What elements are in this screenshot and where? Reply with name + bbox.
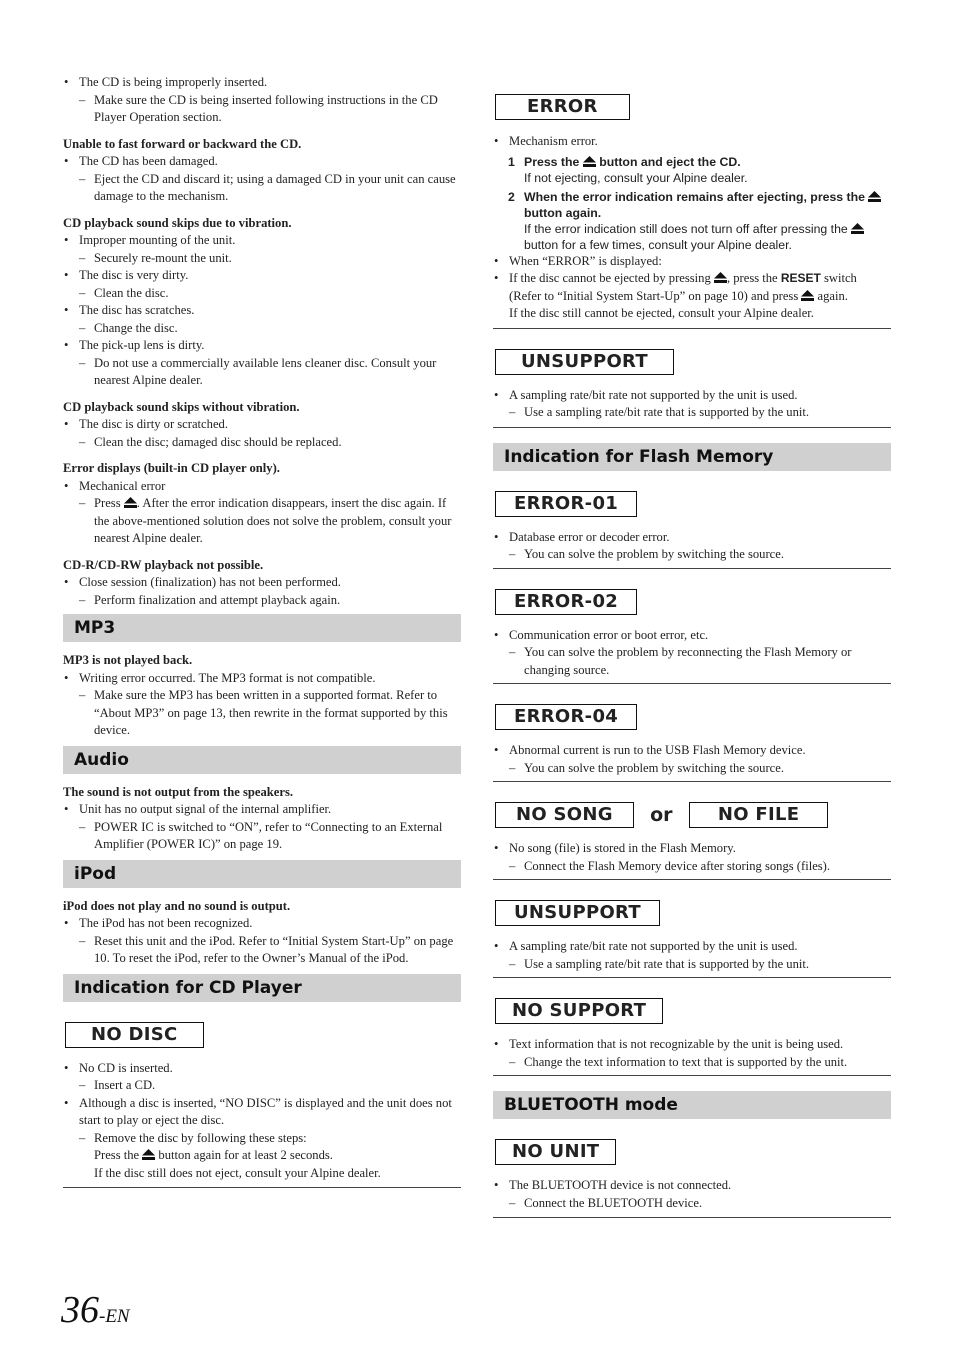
no-song-block xyxy=(493,802,891,880)
mp3-block xyxy=(63,652,461,740)
section-header-flash-memory: Indication for Flash Memory xyxy=(493,443,891,471)
display-row xyxy=(495,704,891,730)
eject-icon xyxy=(868,191,881,202)
display-row xyxy=(495,491,891,517)
no-unit-block xyxy=(493,1139,891,1218)
eject-icon xyxy=(714,272,727,283)
issue-heading: iPod does not play and no sound is output. xyxy=(63,898,291,913)
error-paragraph: If the disc still cannot be ejected, consult your Alpine dealer. xyxy=(509,306,814,320)
error-02-block xyxy=(493,589,891,685)
section-header-mp3: MP3 xyxy=(63,614,461,642)
remedy-item: – You can solve the problem by switching the source. xyxy=(493,546,891,564)
remedy-item: – Clean the disc; damaged disc should be replaced. xyxy=(63,434,461,452)
eject-icon xyxy=(583,156,596,167)
remedy-item: – Remove the disc by following these steps: xyxy=(63,1130,461,1148)
error-01-block xyxy=(493,491,891,569)
remedy-item: – Connect the Flash Memory device after storing songs (files). xyxy=(493,858,891,876)
remedy-item: – Do not use a commercially available lens cleaner disc. Consult your nearest Alpine dealer. xyxy=(63,355,461,390)
display-row xyxy=(495,349,891,375)
remedy-item: – Use a sampling rate/bit rate that is supported by the unit. xyxy=(493,404,891,422)
para-text-1: If the disc cannot be ejected by pressing xyxy=(509,271,714,285)
display-row xyxy=(495,802,891,828)
remedy-item: – Eject the CD and discard it; using a damaged CD in your unit can cause damage to the mechanism. xyxy=(63,171,461,206)
eject-icon xyxy=(142,1149,155,1160)
issue-heading: Unable to fast forward or backward the CD. xyxy=(63,136,302,151)
step-text-end: button and eject the CD. xyxy=(595,154,741,169)
left-column xyxy=(63,74,461,1188)
numbered-step xyxy=(493,154,891,170)
list-item: • Writing error occurred. The MP3 format is not compatible. xyxy=(63,670,461,688)
display-row xyxy=(495,94,891,120)
no-disc-block xyxy=(63,1022,461,1189)
ipod-block xyxy=(63,898,461,968)
eject-icon xyxy=(801,290,814,301)
list-item: • The iPod has not been recognized. xyxy=(63,915,461,933)
remedy-item: – Clean the disc. xyxy=(63,285,461,303)
list-item: • Abnormal current is run to the USB Flash Memory device. xyxy=(493,742,891,760)
or-label: or xyxy=(650,804,673,826)
section-header-audio: Audio xyxy=(63,746,461,774)
remedy-item: – Change the disc. xyxy=(63,320,461,338)
display-indicator-error: ERROR xyxy=(495,94,630,120)
list-item: • When “ERROR” is displayed: xyxy=(493,253,891,271)
issue-heading: Error displays (built-in CD player only). xyxy=(63,461,280,475)
remedy-item: – Securely re-mount the unit. xyxy=(63,250,461,268)
display-indicator-error-02: ERROR-02 xyxy=(495,589,637,615)
list-item: • The CD is being improperly inserted. xyxy=(63,74,461,92)
section-header-bluetooth: BLUETOOTH mode xyxy=(493,1091,891,1119)
step-note xyxy=(493,221,891,253)
remedy-item: – Make sure the CD is being inserted following instructions in the CD Player Operation section. xyxy=(63,92,461,127)
page-number xyxy=(61,1288,130,1332)
section-header-ipod: iPod xyxy=(63,860,461,888)
step-text-start: Press the xyxy=(524,154,583,169)
list-item: • Unit has no output signal of the internal amplifier. xyxy=(63,801,461,819)
skip-no-vibration-block xyxy=(63,399,461,452)
list-item: • Mechanical error xyxy=(63,478,461,496)
list-item: • The disc is very dirty. xyxy=(63,267,461,285)
list-item: • Although a disc is inserted, “NO DISC” is displayed and the unit does not start to play or eject the disc. xyxy=(63,1095,461,1130)
remedy-text-start: Press xyxy=(94,496,124,510)
note-text-end: button for a few times, consult your Alpine dealer. xyxy=(524,237,792,252)
error-04-block xyxy=(493,704,891,782)
display-indicator-no-disc: NO DISC xyxy=(65,1022,204,1048)
step-text-end: button again. xyxy=(524,205,602,220)
issue-heading: CD playback sound skips without vibration. xyxy=(63,399,300,414)
remedy-item: – Use a sampling rate/bit rate that is supported by the unit. xyxy=(493,956,891,974)
issue-heading: CD playback sound skips due to vibration. xyxy=(63,215,292,230)
list-item: • Text information that is not recognizable by the unit is being used. xyxy=(493,1036,891,1054)
display-indicator-no-file: NO FILE xyxy=(689,802,829,828)
audio-block xyxy=(63,784,461,854)
remedy-item: – Change the text information to text that is supported by the unit. xyxy=(493,1054,891,1072)
step-text-start: When the error indication remains after ejecting, press the xyxy=(524,189,869,204)
list-item: • The pick-up lens is dirty. xyxy=(63,337,461,355)
eject-icon xyxy=(851,223,864,234)
display-indicator-no-unit: NO UNIT xyxy=(495,1139,616,1165)
display-row xyxy=(495,998,891,1024)
eject-icon xyxy=(124,497,137,508)
unsupport-block xyxy=(493,349,891,428)
remedy-item: – Reset this unit and the iPod. Refer to “Initial System Start-Up” on page 10. To reset the iPod, refer to the Owner’s Manual of the iPod. xyxy=(63,933,461,968)
para-text-2: , press the xyxy=(726,271,781,285)
remedy-item: – You can solve the problem by switching the source. xyxy=(493,760,891,778)
list-item: • The disc is dirty or scratched. xyxy=(63,416,461,434)
display-indicator-unsupport: UNSUPPORT xyxy=(495,900,660,926)
step-note: If not ejecting, consult your Alpine dealer. xyxy=(524,170,748,185)
ffwd-block xyxy=(63,136,461,206)
section-header-cd-player: Indication for CD Player xyxy=(63,974,461,1002)
display-indicator-error-01: ERROR-01 xyxy=(495,491,637,517)
display-row xyxy=(495,589,891,615)
cdr-block xyxy=(63,557,461,610)
list-item: • A sampling rate/bit rate not supported by the unit is used. xyxy=(493,938,891,956)
issue-heading: CD-R/CD-RW playback not possible. xyxy=(63,557,264,572)
display-indicator-no-song: NO SONG xyxy=(495,802,634,828)
numbered-step xyxy=(493,189,891,221)
list-item: • No song (file) is stored in the Flash Memory. xyxy=(493,840,891,858)
remedy-text-end: . After the error indication disappears, insert the disc again. If the above-mentioned solution does not solve the problem, consult your nearest Alpine dealer. xyxy=(94,496,452,545)
step-text: If the disc still does not eject, consult your Alpine dealer. xyxy=(94,1165,381,1180)
cd-insert-block xyxy=(63,74,461,127)
list-item: • Communication error or boot error, etc. xyxy=(493,627,891,645)
remedy-item: – Make sure the MP3 has been written in a supported format. Refer to “About MP3” on page 13, then rewrite in the format supported by this device. xyxy=(63,687,461,740)
step-number: 1 xyxy=(508,154,515,169)
error-block xyxy=(493,94,891,329)
remedy-item: – Connect the BLUETOOTH device. xyxy=(493,1195,891,1213)
display-row xyxy=(495,900,891,926)
unsupport-flash-block xyxy=(493,900,891,978)
list-item: • Database error or decoder error. xyxy=(493,529,891,547)
page-number-value: 36 xyxy=(61,1289,99,1331)
note-text-start: If the error indication still does not turn off after pressing the xyxy=(524,221,852,236)
error-displays-block xyxy=(63,460,461,548)
display-indicator-no-support: NO SUPPORT xyxy=(495,998,663,1024)
skip-vibration-block xyxy=(63,215,461,390)
step-text xyxy=(63,1147,461,1165)
display-row xyxy=(65,1022,461,1048)
step-text-start: Press the xyxy=(94,1148,143,1162)
list-item: • The disc has scratches. xyxy=(63,302,461,320)
list-item: • No CD is inserted. xyxy=(63,1060,461,1078)
remedy-item: – Perform finalization and attempt playback again. xyxy=(63,592,461,610)
step-number: 2 xyxy=(508,189,515,204)
issue-heading: The sound is not output from the speakers. xyxy=(63,784,293,799)
step-text-end: button again for at least 2 seconds. xyxy=(155,1148,333,1162)
para-text-4: again. xyxy=(814,288,848,303)
list-item: • A sampling rate/bit rate not supported by the unit is used. xyxy=(493,387,891,405)
error-paragraph xyxy=(493,270,891,305)
list-item: • The BLUETOOTH device is not connected. xyxy=(493,1177,891,1195)
display-indicator-error-04: ERROR-04 xyxy=(495,704,637,730)
remedy-item: – POWER IC is switched to “ON”, refer to “Connecting to an External Amplifier (POWER IC)” on page 19. xyxy=(63,819,461,854)
list-item: • Mechanism error. xyxy=(493,133,891,151)
display-row xyxy=(495,1139,891,1165)
remedy-item xyxy=(63,495,461,548)
reset-switch-label: RESET xyxy=(780,271,821,285)
list-item: • Improper mounting of the unit. xyxy=(63,232,461,250)
no-support-block xyxy=(493,998,891,1076)
list-item: • Close session (finalization) has not been performed. xyxy=(63,574,461,592)
remedy-item: – Insert a CD. xyxy=(63,1077,461,1095)
issue-heading: MP3 is not played back. xyxy=(63,653,193,667)
page-language-suffix: -EN xyxy=(99,1306,130,1327)
para-text-3: switch (Refer to “Initial System Start-Up” on page 10) and press xyxy=(509,271,857,303)
right-column xyxy=(493,94,891,1218)
list-item: • The CD has been damaged. xyxy=(63,153,461,171)
remedy-item: – You can solve the problem by reconnecting the Flash Memory or changing source. xyxy=(493,644,891,679)
display-indicator-unsupport: UNSUPPORT xyxy=(495,349,674,375)
